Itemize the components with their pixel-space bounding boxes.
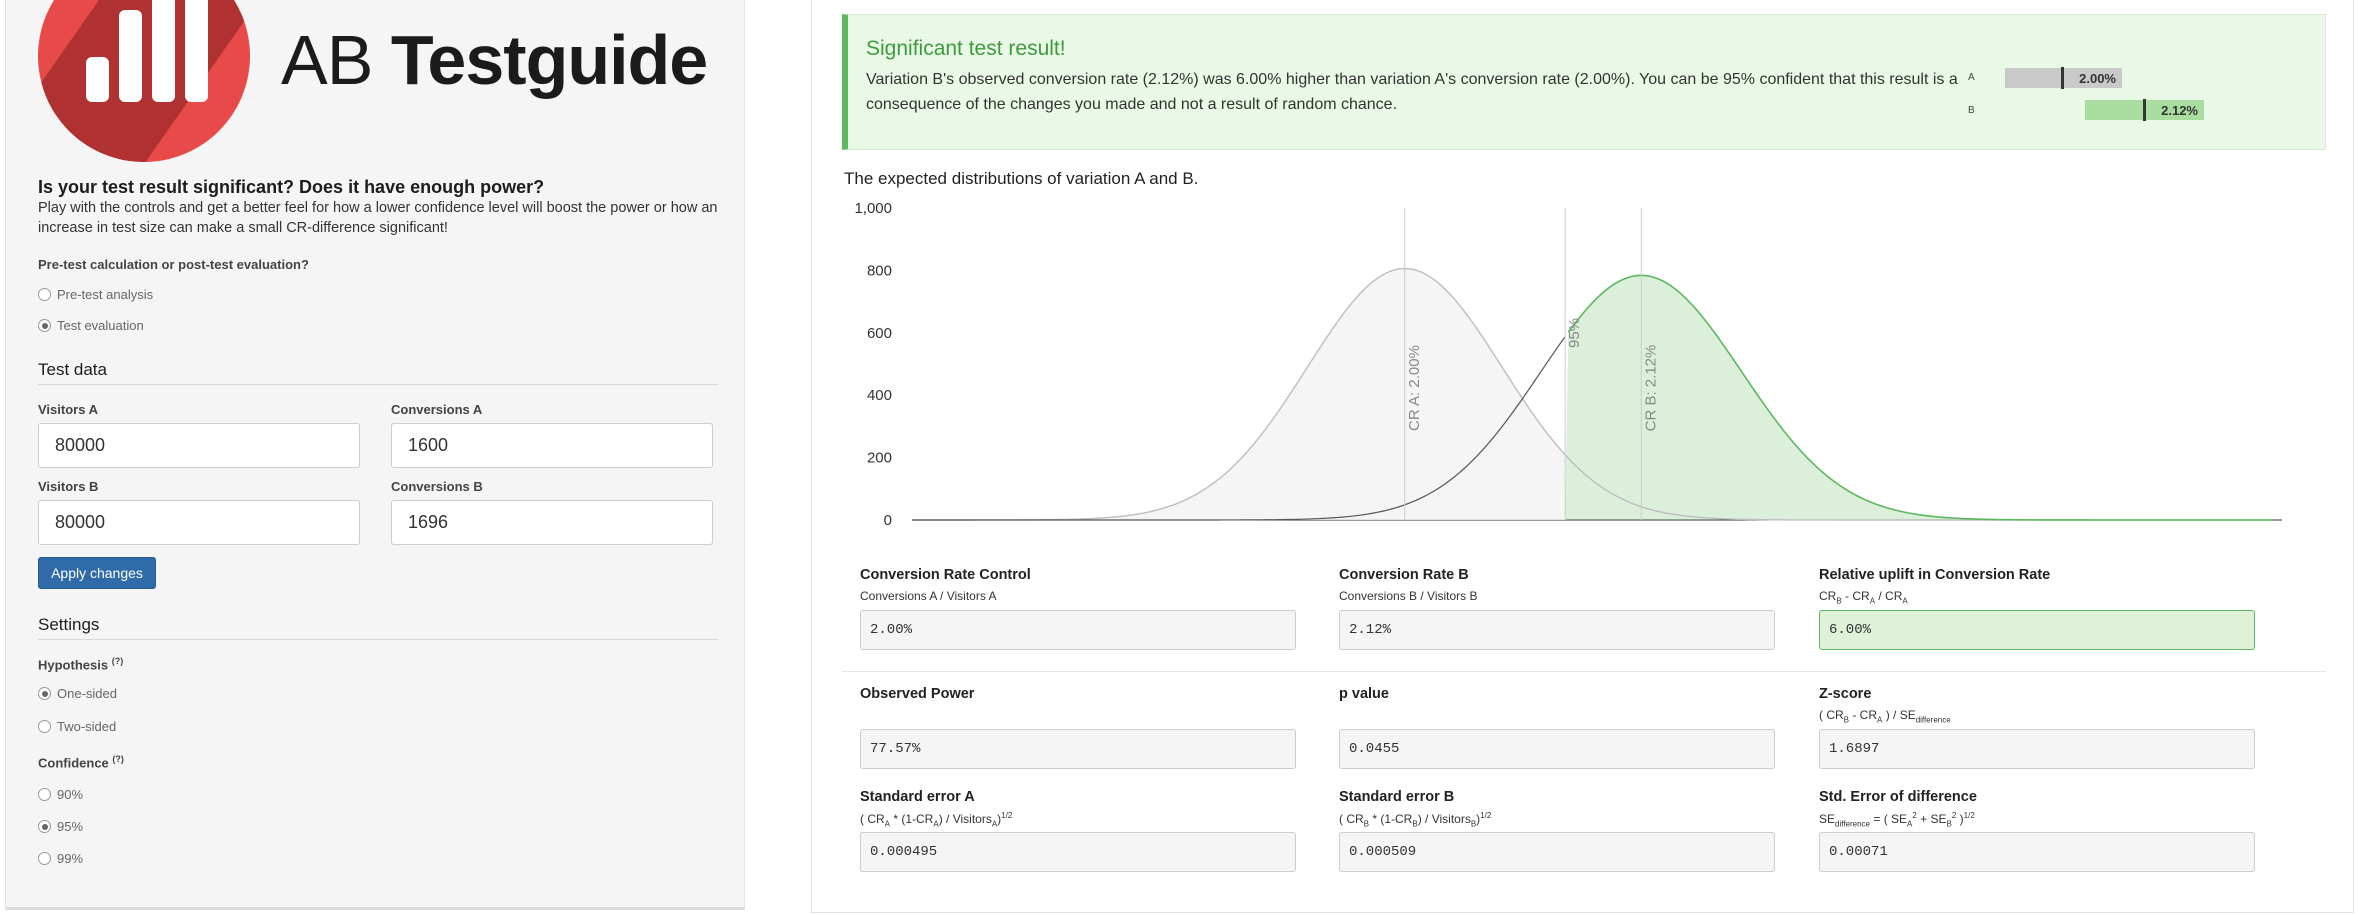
conversions-b-label: Conversions B: [391, 479, 483, 494]
result-text: Variation B's observed conversion rate (2.12%) was 6.00% higher than variation A's conversion rate (2.00%). You can be 95% confident that this result is a consequence of the changes you made and not a result of random chance.: [866, 71, 1958, 113]
hypothesis-label-text: Hypothesis: [38, 657, 109, 673]
conversions-a-label: Conversions A: [391, 402, 483, 417]
chart-title: The expected distributions of variation A and B.: [844, 169, 1199, 188]
radio-checked-icon[interactable]: [38, 687, 51, 700]
radio-icon[interactable]: [38, 788, 51, 801]
results-panel: [811, 0, 2354, 913]
visitors-a-label: Visitors A: [38, 402, 98, 417]
se-b-formula: ( $CR_B * (1-CR_B)$ / Visitors$_B$)$^{1/2}$: [1339, 811, 1492, 829]
confidence-label-text: Confidence: [38, 755, 109, 771]
intro-description: Play with the controls and get a better feel for how a lower confidence level will boost the power or how an increase in test size can make a small CR-difference significant!: [38, 200, 718, 236]
radio-checked-icon[interactable]: [38, 319, 51, 332]
y-tick-label: 200: [866, 449, 892, 467]
mini-bar-a: [2005, 68, 2122, 88]
pvalue-label: p value: [1339, 686, 1389, 702]
radio-two-sided[interactable]: [38, 719, 116, 734]
radio-one-sided[interactable]: [38, 686, 117, 701]
uplift-label: Relative uplift in Conversion Rate: [1819, 567, 2051, 583]
radio-pre-test[interactable]: [38, 287, 153, 302]
stats-divider: [842, 671, 2326, 672]
radio-checked-icon[interactable]: [38, 820, 51, 833]
mini-bar-a-label: A: [1968, 72, 1975, 83]
hypothesis-help-icon[interactable]: (?): [111, 656, 124, 666]
radio-99-label: 99%: [57, 851, 84, 866]
brand-title[interactable]: [281, 20, 707, 100]
y-tick-label: 1,000: [854, 200, 892, 217]
zscore-output: 1.6897: [1819, 729, 2255, 769]
radio-pre-test-label: Pre-test analysis: [57, 287, 154, 302]
y-tick-label: 600: [866, 324, 892, 342]
confidence-help-icon[interactable]: (?): [112, 754, 124, 764]
cr-control-formula: Conversions A / Visitors A: [860, 589, 997, 603]
settings-panel: [5, 0, 745, 910]
series-b-power-area: [1565, 275, 2272, 520]
cr-b-label: Conversion Rate B: [1339, 567, 1469, 583]
radio-test-evaluation[interactable]: [38, 318, 144, 333]
zscore-formula: ( $CR_B - CR_A$ ) / $SE_{difference}$: [1819, 708, 1951, 725]
conversions-b-input[interactable]: [391, 500, 713, 545]
mode-label: Pre-test calculation or post-test evaluation?: [38, 257, 309, 272]
se-a-formula: ( $CR_A * (1-CR_A)$ / Visitors$_A$)$^{1/2}$: [860, 811, 1013, 829]
intro-title: Is your test result significant? Does it have enough power?: [38, 177, 545, 197]
annotation-label: 95%: [1566, 317, 1584, 349]
se-diff-label: Std. Error of difference: [1819, 789, 1977, 805]
se-b-label: Standard error B: [1339, 789, 1455, 805]
result-title: Significant test result!: [866, 37, 1066, 60]
cr-control-output: 2.00%: [860, 610, 1296, 650]
se-b-output: 0.000509: [1339, 832, 1775, 872]
radio-icon[interactable]: [38, 852, 51, 865]
brand-testguide: Testguide: [390, 21, 708, 99]
radio-90-label: 90%: [57, 787, 84, 802]
brand-ab: AB: [281, 21, 373, 99]
mini-bar-b-label: B: [1968, 105, 1975, 116]
cr-control-label: Conversion Rate Control: [860, 567, 1031, 583]
mini-bar-b-value: 2.12%: [2161, 102, 2198, 118]
annotation-label: CR A: 2.00%: [1405, 345, 1423, 431]
se-a-output: 0.000495: [860, 832, 1296, 872]
radio-confidence-99[interactable]: [38, 851, 83, 866]
radio-95-label: 95%: [57, 819, 84, 834]
y-tick-label: 0: [883, 512, 892, 529]
radio-icon[interactable]: [38, 288, 51, 301]
se-a-label: Standard error A: [860, 789, 975, 805]
radio-confidence-90[interactable]: [38, 787, 83, 802]
plot-fill: [912, 269, 2272, 520]
visitors-a-input[interactable]: [38, 423, 360, 468]
mini-bar-b: [2085, 100, 2204, 120]
test-data-heading: Test data: [38, 360, 718, 385]
settings-heading: Settings: [38, 615, 718, 640]
uplift-output: 6.00%: [1819, 610, 2255, 650]
distribution-chart: [832, 193, 2332, 533]
pvalue-output: 0.0455: [1339, 729, 1775, 769]
cr-b-output: 2.12%: [1339, 610, 1775, 650]
confidence-label: [38, 754, 124, 770]
visitors-b-label: Visitors B: [38, 479, 99, 494]
result-alert: [842, 14, 2326, 150]
mini-bar-a-value: 2.00%: [2079, 70, 2116, 86]
logo-icon: [38, 0, 250, 162]
radio-icon[interactable]: [38, 720, 51, 733]
y-tick-label: 400: [866, 387, 892, 405]
radio-confidence-95[interactable]: [38, 819, 83, 834]
power-label: Observed Power: [860, 686, 975, 702]
annotation-label: CR B: 2.12%: [1642, 344, 1660, 432]
y-tick-label: 800: [866, 262, 892, 280]
power-output: 77.57%: [860, 729, 1296, 769]
apply-changes-button[interactable]: Apply changes: [38, 557, 156, 589]
se-diff-formula: $SE_{difference}$ = ( $SE_A^2 + SE_B^2$ )$^{1/2}$: [1819, 811, 1975, 829]
conversions-a-input[interactable]: [391, 423, 713, 468]
radio-two-sided-label: Two-sided: [57, 719, 117, 734]
cr-b-formula: Conversions B / Visitors B: [1339, 589, 1478, 603]
radio-one-sided-label: One-sided: [57, 686, 117, 701]
visitors-b-input[interactable]: [38, 500, 360, 545]
uplift-formula: $CR_B - CR_A / CR_A$: [1819, 589, 1908, 606]
series-a-area: [912, 269, 1565, 520]
hypothesis-label: [38, 656, 123, 672]
radio-test-evaluation-label: Test evaluation: [57, 318, 144, 333]
se-diff-output: 0.00071: [1819, 832, 2255, 872]
zscore-label: Z-score: [1819, 686, 1872, 702]
